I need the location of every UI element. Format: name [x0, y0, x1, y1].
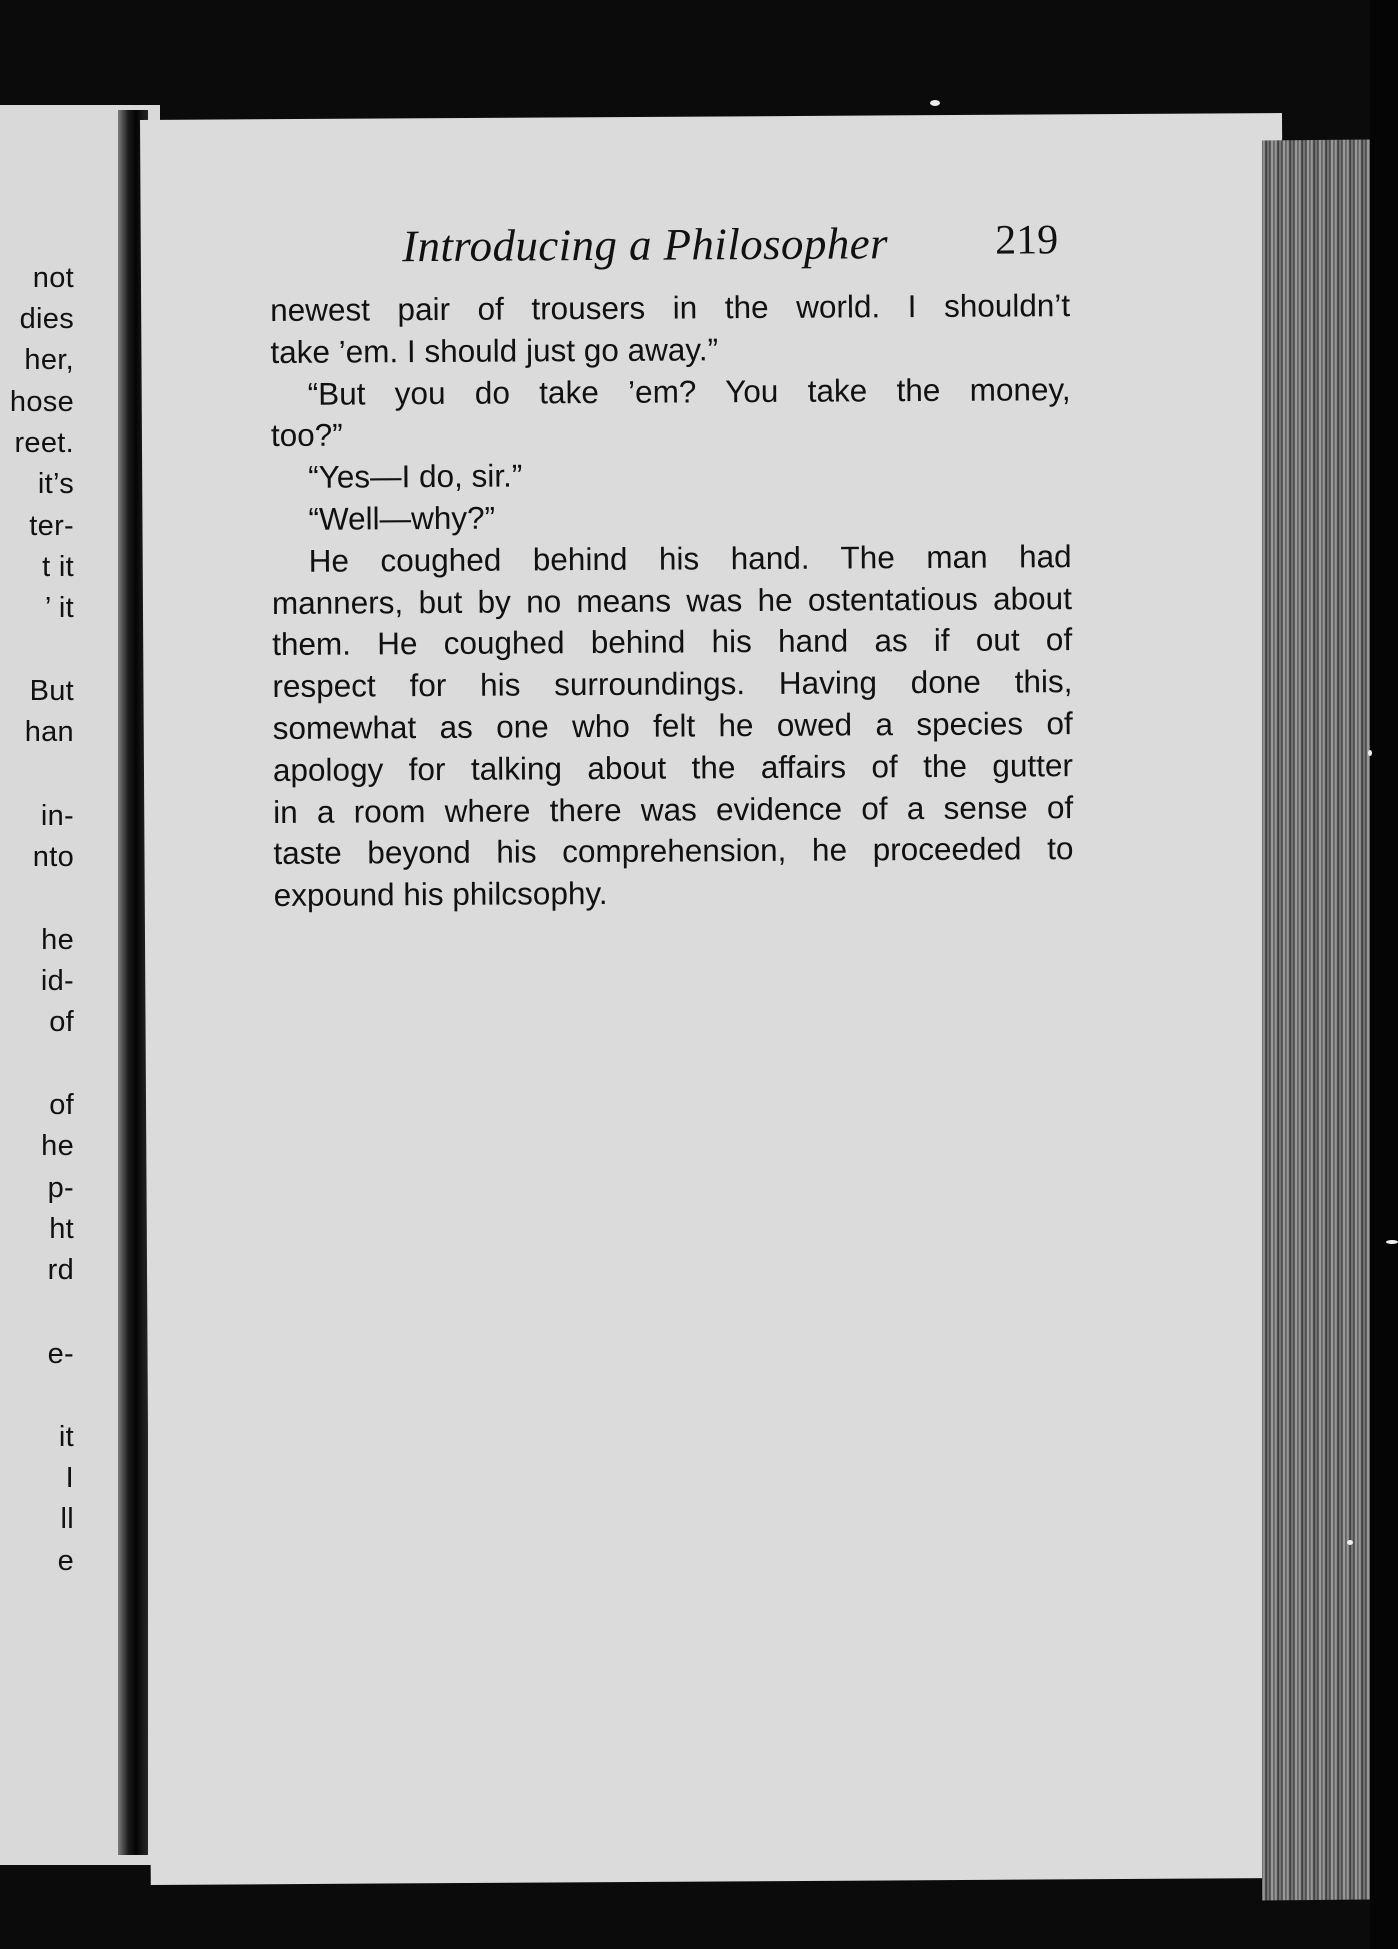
left-page-text-fragment: he	[41, 1130, 74, 1162]
left-page-text-fragment: ht	[49, 1213, 74, 1245]
body-line: He coughed behind his hand. The man had	[308, 537, 1072, 579]
body-line: somewhat as one who felt he owed a species of	[272, 705, 1073, 746]
dust-speck	[930, 100, 940, 106]
left-page-text-fragment: hose	[9, 386, 74, 418]
body-line: take ’em. I should just go away.”	[270, 331, 719, 370]
left-page-text-fragment: e	[57, 1545, 74, 1577]
left-page-text-fragment: in-	[40, 800, 74, 832]
left-page-text-fragment: of	[49, 1006, 74, 1038]
dust-speck	[1368, 750, 1372, 756]
left-page-text-fragment: of	[49, 1089, 74, 1121]
body-line: newest pair of trousers in the world. I shouldn’t	[270, 287, 1071, 328]
left-page-text-fragment: reet.	[14, 427, 74, 459]
body-line: “But you do take ’em? You take the money,	[307, 370, 1071, 412]
running-head-title: Introducing a Philosopher	[402, 218, 889, 272]
left-page-text-fragment: e-	[47, 1338, 74, 1370]
left-page-text-fragment: ’ it	[44, 592, 74, 624]
body-line: too?”	[270, 416, 343, 454]
page-edges	[1262, 140, 1370, 1901]
left-page-text-fragment: han	[24, 716, 74, 748]
left-page-text-fragment: t it	[42, 551, 74, 583]
left-page-text-fragment: not	[32, 262, 74, 294]
body-line: expound his philcsophy.	[273, 875, 608, 914]
body-line: apology for talking about the affairs of the gutter	[272, 746, 1074, 788]
left-page-text-fragment: her,	[24, 344, 74, 376]
left-page-text-fragment: nto	[32, 841, 74, 873]
left-page-text-fragment: rd	[47, 1254, 74, 1286]
scan-background-right	[1370, 0, 1398, 1949]
left-page-text-fragment: id-	[40, 965, 74, 997]
left-page-text-fragment: p-	[47, 1172, 74, 1204]
left-page-text-fragment: ter-	[29, 510, 74, 542]
left-page-text-fragment: it	[58, 1421, 74, 1453]
left-page-text-fragment: But	[29, 675, 74, 707]
left-page-text-fragment: it’s	[37, 468, 74, 500]
body-line: respect for his surroundings. Having done this,	[272, 663, 1073, 705]
left-page-text-fragment: dies	[19, 303, 74, 335]
page-number: 219	[994, 217, 1059, 264]
body-text	[270, 285, 1074, 917]
running-head	[270, 216, 1070, 277]
body-line: them. He coughed behind his hand as if out of	[272, 621, 1073, 663]
left-page-text-fragment: ll	[60, 1503, 74, 1535]
left-page-text-fragment: I	[65, 1462, 74, 1494]
body-line: manners, but by no means was he ostentatious about	[271, 579, 1073, 621]
body-line: “Yes—I do, sir.”	[308, 457, 523, 495]
body-line: taste beyond his comprehension, he proceeded to	[273, 830, 1074, 872]
dust-speck	[1347, 1540, 1353, 1545]
dust-speck	[1386, 1240, 1398, 1244]
left-page-text-fragment: he	[41, 924, 74, 956]
body-line: in a room where there was evidence of a sense of	[273, 788, 1074, 830]
body-line: “Well—why?”	[308, 499, 496, 537]
